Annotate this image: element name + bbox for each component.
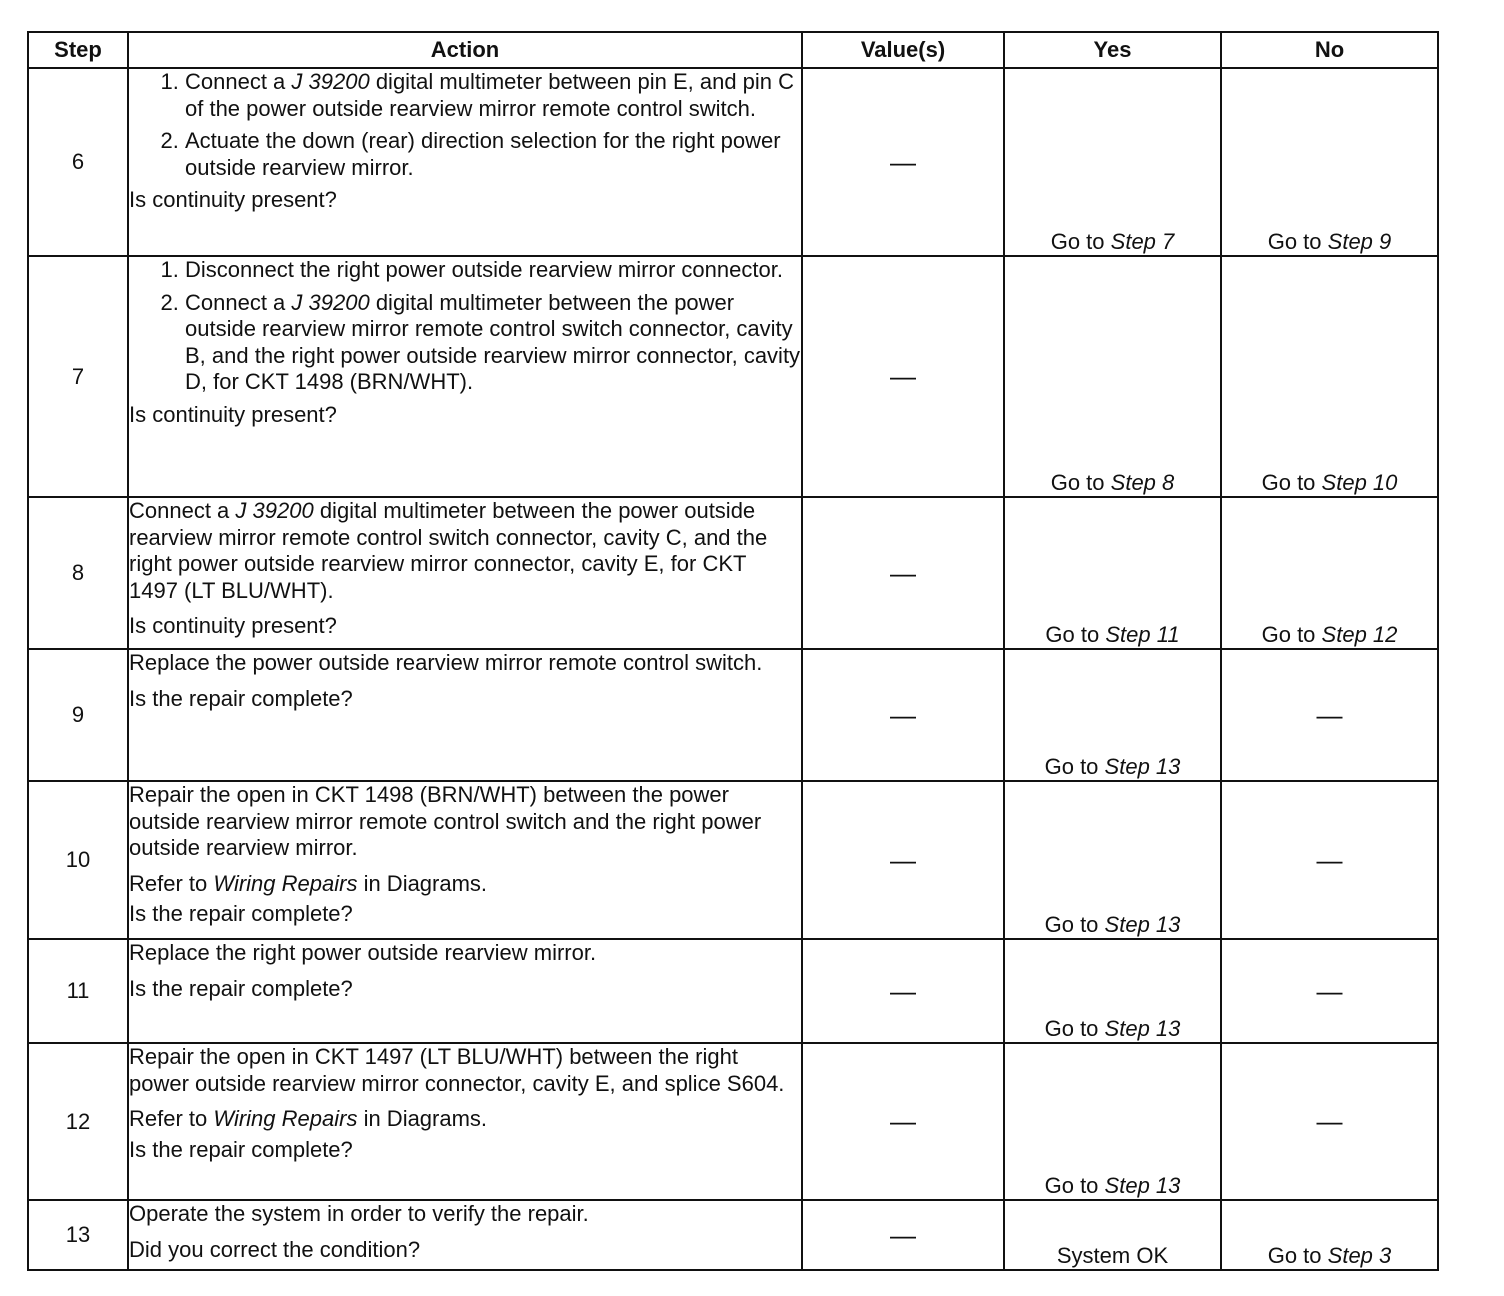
action-item: 2. Actuate the down (rear) direction selection for the right power outside rearview mirror.	[185, 128, 801, 181]
action-question: Is the repair complete?	[129, 1136, 353, 1162]
value-cell: —	[802, 256, 1004, 497]
no-cell: Go to Step 12	[1221, 497, 1438, 649]
header-yes: Yes	[1004, 32, 1221, 68]
action-cell	[128, 1043, 802, 1200]
no-cell: —	[1221, 781, 1438, 939]
action-text: Repair the open in CKT 1498 (BRN/WHT) between the power outside rearview mirror remote control switch and the right power outside rearview mirror.	[129, 782, 762, 860]
no-cell: —	[1221, 649, 1438, 781]
yes-cell: Go to Step 13	[1004, 939, 1221, 1043]
value-cell: —	[802, 649, 1004, 781]
step-number: 10	[28, 781, 128, 939]
action-text: Replace the right power outside rearview mirror.	[129, 940, 597, 965]
action-text: Connect a J 39200 digital multimeter between the power outside rearview mirror remote control switch connector, cavity C, and the right power outside rearview mirror connector, cavity E, for CKT 1497 (LT BLU/WHT).	[129, 498, 768, 603]
action-list	[129, 257, 801, 396]
action-question: Is continuity present?	[129, 401, 337, 427]
value-cell: —	[802, 1043, 1004, 1200]
value-cell: —	[802, 781, 1004, 939]
value-cell: —	[802, 1200, 1004, 1270]
table-row	[28, 1200, 1438, 1270]
step-number: 7	[28, 256, 128, 497]
header-action: Action	[128, 32, 802, 68]
yes-cell: Go to Step 11	[1004, 497, 1221, 649]
yes-cell: Go to Step 13	[1004, 649, 1221, 781]
yes-cell: Go to Step 13	[1004, 1043, 1221, 1200]
action-question: Is the repair complete?	[129, 975, 353, 1001]
action-cell	[128, 256, 802, 497]
action-item: 1. Connect a J 39200 digital multimeter between pin E, and pin C of the power outside rearview mirror remote control switch.	[185, 69, 801, 122]
action-item: 1. Disconnect the right power outside rearview mirror connector.	[185, 257, 801, 284]
header-step: Step	[28, 32, 128, 68]
table-row	[28, 939, 1438, 1043]
yes-cell: System OK	[1004, 1200, 1221, 1270]
action-text: Repair the open in CKT 1497 (LT BLU/WHT) between the right power outside rearview mirror connector, cavity E, and splice S604.	[129, 1044, 785, 1096]
no-cell: Go to Step 3	[1221, 1200, 1438, 1270]
header-no: No	[1221, 32, 1438, 68]
action-question: Did you correct the condition?	[129, 1236, 421, 1262]
action-question: Is the repair complete?	[129, 901, 353, 926]
no-cell: Go to Step 9	[1221, 68, 1438, 256]
yes-cell: Go to Step 8	[1004, 256, 1221, 497]
action-cell	[128, 649, 802, 781]
no-cell: —	[1221, 939, 1438, 1043]
header-row	[28, 32, 1438, 68]
action-cell	[128, 68, 802, 256]
action-text: Operate the system in order to verify the repair.	[129, 1201, 589, 1226]
yes-cell: Go to Step 13	[1004, 781, 1221, 939]
value-cell: —	[802, 939, 1004, 1043]
table-row	[28, 256, 1438, 497]
action-item: 2. Connect a J 39200 digital multimeter between the power outside rearview mirror remote control switch connector, cavity B, and the right power outside rearview mirror connector, cavity D, for CKT 1498 (BRN/WHT).	[185, 290, 801, 396]
action-list	[129, 69, 801, 181]
action-question: Is continuity present?	[129, 613, 337, 638]
action-refer: Refer to Wiring Repairs in Diagrams.	[129, 870, 488, 896]
table-row	[28, 649, 1438, 781]
step-number: 9	[28, 649, 128, 781]
step-number: 11	[28, 939, 128, 1043]
step-number: 12	[28, 1043, 128, 1200]
yes-cell: Go to Step 7	[1004, 68, 1221, 256]
diagnostic-table	[27, 31, 1439, 1271]
action-cell	[128, 939, 802, 1043]
header-values: Value(s)	[802, 32, 1004, 68]
value-cell: —	[802, 68, 1004, 256]
action-refer: Refer to Wiring Repairs in Diagrams.	[129, 1106, 488, 1131]
step-number: 8	[28, 497, 128, 649]
value-cell: —	[802, 497, 1004, 649]
step-number: 13	[28, 1200, 128, 1270]
table-row	[28, 497, 1438, 649]
no-cell: —	[1221, 1043, 1438, 1200]
no-cell: Go to Step 10	[1221, 256, 1438, 497]
table-row	[28, 781, 1438, 939]
action-cell	[128, 1200, 802, 1270]
action-cell	[128, 497, 802, 649]
action-cell	[128, 781, 802, 939]
action-question: Is continuity present?	[129, 187, 337, 212]
step-number: 6	[28, 68, 128, 256]
table-row	[28, 1043, 1438, 1200]
action-question: Is the repair complete?	[129, 685, 353, 711]
action-text: Replace the power outside rearview mirror remote control switch.	[129, 650, 763, 675]
table-row	[28, 68, 1438, 256]
